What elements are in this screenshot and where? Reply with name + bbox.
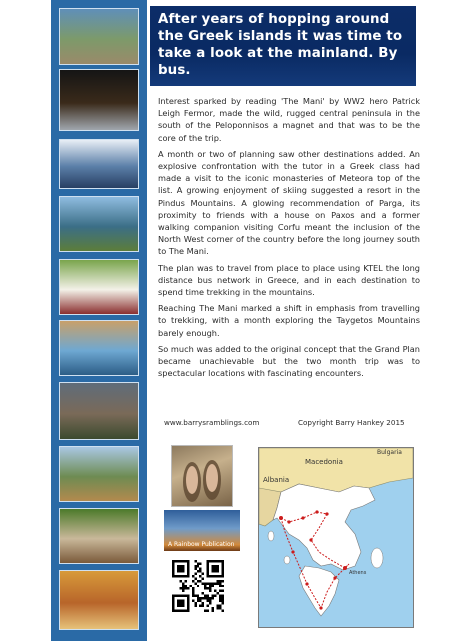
paragraph: So much was added to the original concept that the Grand Plan became unachievable but the two month trip was to spectacular locations with fascinating encounters. <box>158 343 420 379</box>
map-label-athens: Athens <box>349 570 367 576</box>
autumn-photo <box>59 570 139 630</box>
mountain-lake-photo <box>59 139 139 189</box>
tower-photo <box>59 382 139 440</box>
monastery-photo <box>59 8 139 65</box>
map-label-bulgaria: Bulgaria <box>377 449 402 456</box>
sandals-photo <box>171 445 233 507</box>
map-label-albania: Albania <box>263 476 290 484</box>
paragraph: Reaching The Mani marked a shift in emphasis from travelling to trekking, with a month exploring the Taygetos Mountains barely enough. <box>158 303 420 338</box>
publisher-logo <box>164 510 240 551</box>
coastline-photo <box>59 196 139 252</box>
qr-code[interactable] <box>172 560 224 612</box>
cliff-monastery-photo <box>59 69 139 131</box>
page-title: After years of hopping around the Greek islands it was time to take a look at the mainland. By bus. <box>158 12 403 78</box>
chapel-photo <box>59 508 139 564</box>
paragraph: Interest sparked by reading 'The Mani' by WW2 hero Patrick Leigh Fermor, made the wild, rugged central peninsula in the south of the Peloponnisos a magnet and that was to be the core of the trip. <box>158 96 420 143</box>
website-link[interactable]: www.barrysramblings.com <box>164 418 260 427</box>
title-banner <box>150 6 416 86</box>
body-text <box>158 95 420 383</box>
publisher-label: A Rainbow Publication <box>168 541 235 548</box>
copyright-text: Copyright Barry Hankey 2015 <box>298 418 405 427</box>
paragraph: The plan was to travel from place to place using KTEL the long distance bus network in Greece, and in each destination to spend time trekking in the mountains. <box>158 262 420 298</box>
rocky-coast-photo <box>59 320 139 376</box>
photo-strip <box>51 0 147 641</box>
hills-photo <box>59 446 139 502</box>
paragraph: A month or two of planning saw other destinations added. An explosive confrontation with the tutor in a Greek class had made a visit to the iconic monasteries of Meteora top of the list. A growing enjoyment of skiing suggested a resort in the Pindus Mountains. A glowing recommendation of Parga, its proximity to friends with a house on Paxos and a former walking companion visiting Corfu meant the inclusion of the North West corner of the country before the long journey south to The Mani. <box>158 148 420 257</box>
house-photo <box>59 259 139 315</box>
map-label-macedonia: Macedonia <box>305 458 343 466</box>
greece-route-map <box>258 447 414 628</box>
